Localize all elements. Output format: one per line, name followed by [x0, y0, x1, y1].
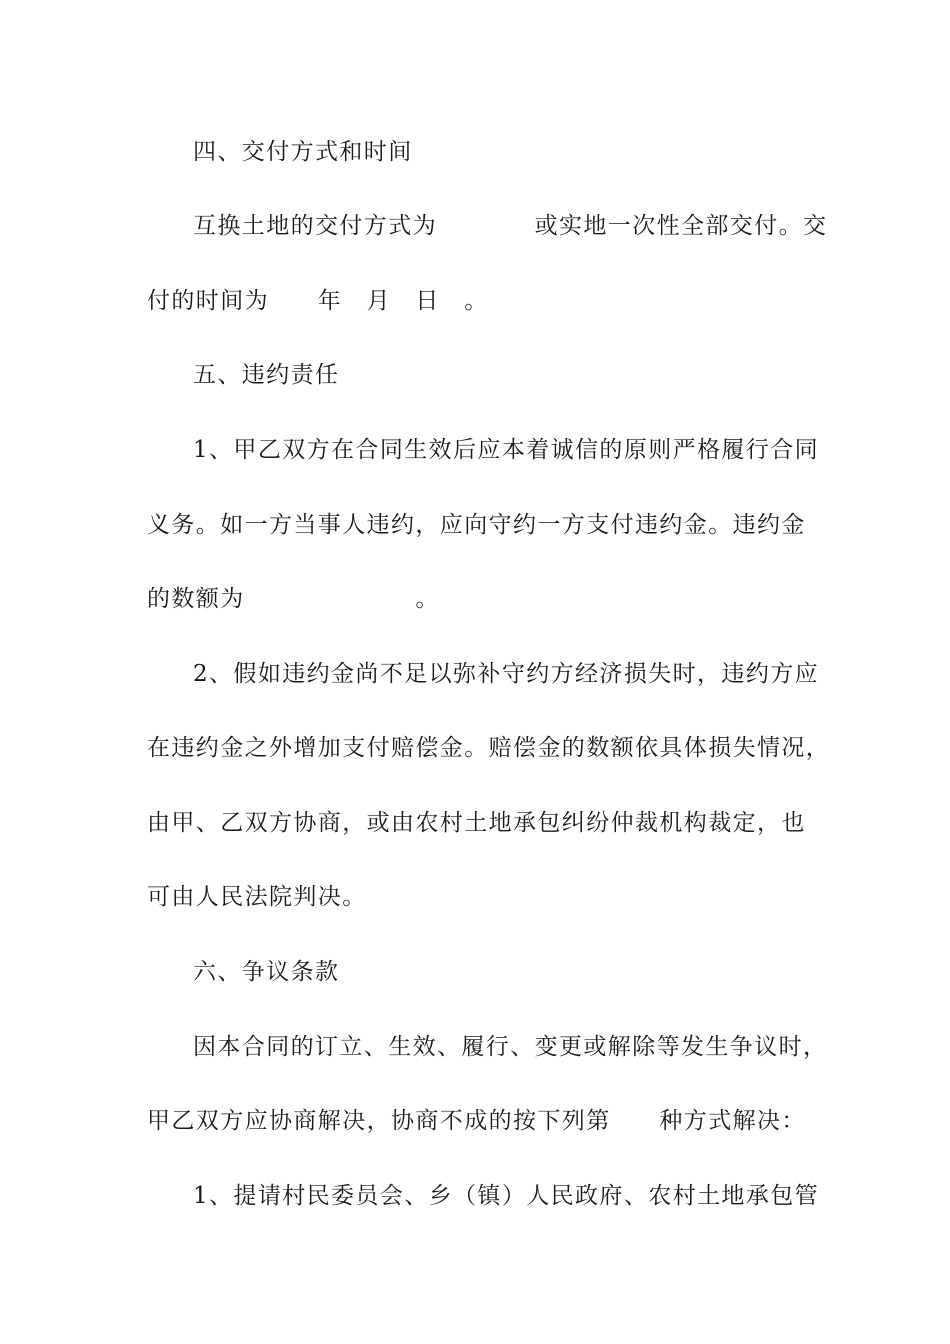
paragraph-line: 2、假如违约金尚不足以弥补守约方经济损失时，违约方应: [193, 661, 820, 687]
paragraph-line: 的数额为 。: [147, 586, 440, 612]
paragraph-line: 甲乙双方应协商解决，协商不成的按下列第 种方式解决：: [147, 1108, 806, 1134]
paragraph-line: 互换土地的交付方式为 或实地一次性全部交付。交: [193, 213, 828, 239]
paragraph-line: 付的时间为 年 月 日 。: [147, 288, 489, 314]
paragraph-line: 义务。如一方当事人违约，应向守约一方支付违约金。违约金: [147, 512, 806, 538]
paragraph-line: 1、甲乙双方在合同生效后应本着诚信的原则严格履行合同: [193, 437, 820, 463]
paragraph-line: 由甲、乙双方协商，或由农村土地承包纠纷仲裁机构裁定，也: [147, 810, 806, 836]
paragraph-line: 可由人民法院判决。: [147, 884, 367, 910]
section-heading-breach: 五、违约责任: [193, 362, 340, 388]
section-heading-dispute: 六、争议条款: [193, 959, 340, 985]
section-heading-delivery: 四、交付方式和时间: [193, 139, 413, 165]
paragraph-line: 在违约金之外增加支付赔偿金。赔偿金的数额依具体损失情况，: [147, 735, 831, 761]
paragraph-line: 1、提请村民委员会、乡（镇）人民政府、农村土地承包管: [193, 1183, 820, 1209]
paragraph-line: 因本合同的订立、生效、履行、变更或解除等发生争议时，: [193, 1034, 828, 1060]
